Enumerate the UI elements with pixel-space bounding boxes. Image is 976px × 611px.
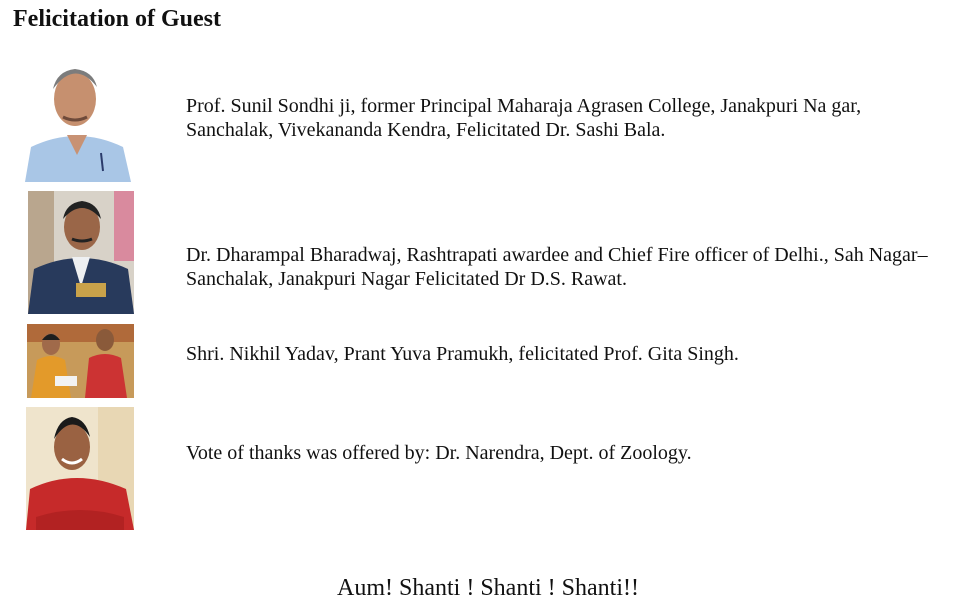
closing-blessing: Aum! Shanti ! Shanti ! Shanti!!	[337, 575, 639, 601]
felicitation-text-4: Vote of thanks was offered by: Dr. Narendra, Dept. of Zoology.	[186, 442, 692, 464]
guest-photo-1	[21, 55, 133, 182]
guest-photo-2	[28, 191, 134, 314]
felicitation-text-1: Prof. Sunil Sondhi ji, former Principal Maharaja Agrasen College, Janakpuri Na gar, Sanchalak, Vivekananda Kendra, Felicitated Dr. Sashi Bala.	[186, 95, 862, 141]
guest-photo-3	[27, 324, 134, 398]
page-title: Felicitation of Guest	[13, 6, 221, 32]
felicitation-photo-icon	[27, 324, 134, 398]
person-photo-icon	[28, 191, 134, 314]
felicitation-text-2: Dr. Dharampal Bharadwaj, Rashtrapati awardee and Chief Fire officer of Delhi., Sah Nagar– Sanchalak, Janakpuri Nagar Felicitated Dr D.S. Rawat.	[186, 244, 928, 290]
guest-photo-4	[26, 407, 134, 530]
person-photo-icon	[21, 55, 133, 182]
person-photo-icon	[26, 407, 134, 530]
felicitation-text-3: Shri. Nikhil Yadav, Prant Yuva Pramukh, felicitated Prof. Gita Singh.	[186, 343, 739, 365]
